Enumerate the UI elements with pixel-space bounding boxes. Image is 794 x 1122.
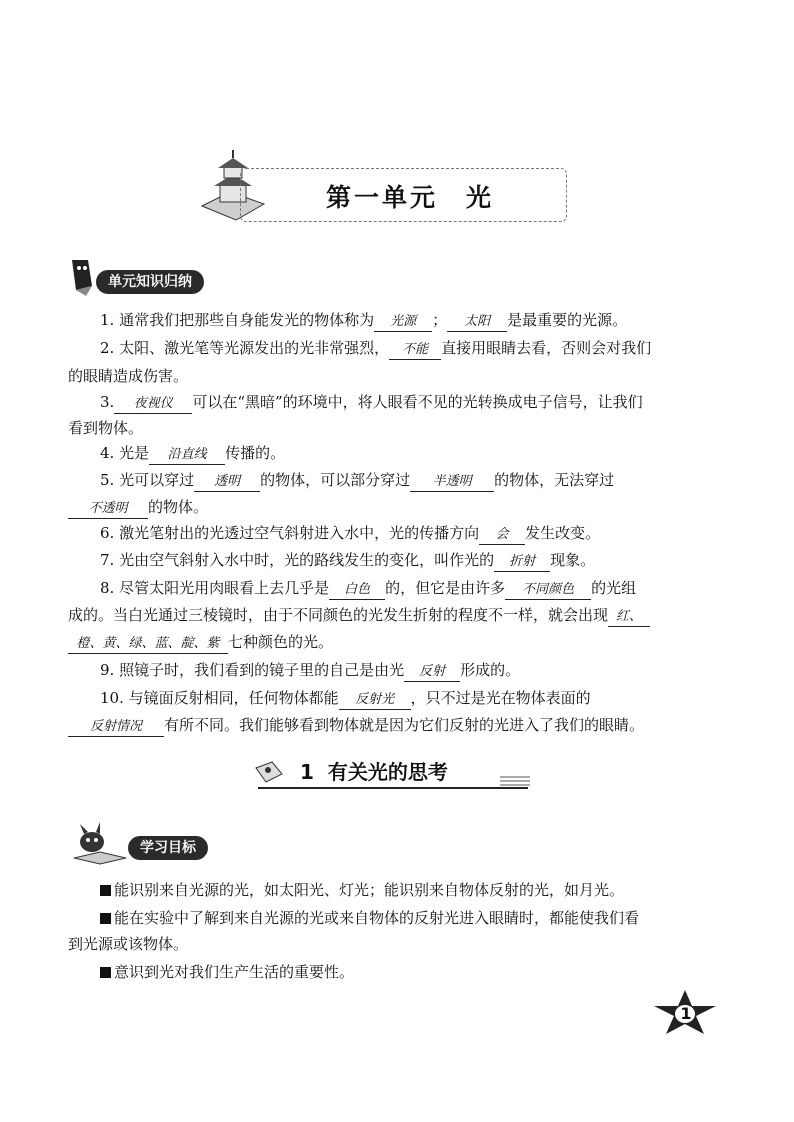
item-3-cont: 看到物体。 — [68, 419, 144, 437]
goals-badge: 学习目标 — [128, 836, 208, 860]
book-icon — [254, 760, 284, 786]
item-8-cont: 成的。当白光通过三棱镜时，由于不同颜色的光发生折射的程度不一样，就会出现 红、 — [68, 605, 728, 627]
pencil-mascot-icon — [64, 256, 100, 296]
item-1: 1. 通常我们把那些自身能发光的物体称为 光源 ； 太阳 是最重要的光源。 — [100, 310, 760, 332]
bullet-icon — [100, 913, 111, 924]
item-10-cont: 反射情况 有所不同。我们能够看到物体就是因为它们反射的光进入了我们的眼睛。 — [68, 715, 728, 737]
item-3: 3. 夜视仪 可以在“黑暗”的环境中，将人眼看不见的光转换成电子信号，让我们 — [100, 392, 760, 414]
section-underline — [258, 787, 528, 789]
item-8-cont2: 橙、黄、绿、蓝、靛、紫 七种颜色的光。 — [68, 632, 728, 654]
bullet-icon — [100, 885, 111, 896]
goal-3: 意识到光对我们生产生活的重要性。 — [100, 962, 760, 982]
item-10: 10. 与镜面反射相同，任何物体都能 反射光 ，只不过是光在物体表面的 — [100, 688, 760, 710]
item-2-cont: 的眼睛造成伤害。 — [68, 367, 189, 385]
page-title: 第一单元 光 — [325, 183, 494, 212]
mascot-reading-icon — [70, 822, 130, 866]
item-6: 6. 激光笔射出的光透过空气斜射进入水中，光的传播方向 会 发生改变。 — [100, 523, 760, 545]
item-5: 5. 光可以穿过 透明 的物体，可以部分穿过 半透明 的物体，无法穿过 — [100, 470, 760, 492]
item-5-cont: 不透明 的物体。 — [68, 497, 728, 519]
item-7: 7. 光由空气斜射入水中时，光的路线发生的变化，叫作光的 折射 现象。 — [100, 550, 760, 572]
goal-2: 能在实验中了解到来自光源的光或来自物体的反射光进入眼睛时，都能使我们看 — [100, 908, 760, 928]
item-2: 2. 太阳、激光笔等光源发出的光非常强烈， 不能 直接用眼睛去看，否则会对我们 — [100, 338, 760, 360]
item-9: 9. 照镜子时，我们看到的镜子里的自己是由光 反射 形成的。 — [100, 660, 760, 682]
bullet-icon — [100, 967, 111, 978]
item-8: 8. 尽管太阳光用肉眼看上去几乎是 白色 的，但它是由许多 不同颜色 的光组 — [100, 578, 760, 600]
goal-1: 能识别来自光源的光，如太阳光、灯光；能识别来自物体反射的光，如月光。 — [100, 880, 760, 900]
hatch-decoration — [500, 774, 530, 788]
item-4: 4. 光是 沿直线 传播的。 — [100, 443, 760, 465]
section-title: 1 有关光的思考 — [300, 760, 448, 784]
summary-badge: 单元知识归纳 — [96, 270, 204, 294]
goal-2-cont: 到光源或该物体。 — [68, 935, 189, 953]
page-number: 1 — [680, 1004, 692, 1023]
